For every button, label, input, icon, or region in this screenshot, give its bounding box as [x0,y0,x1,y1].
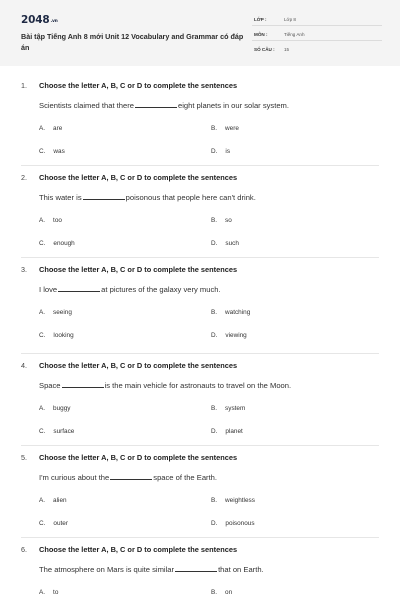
option-text: poisonous [225,520,255,527]
question-divider [21,445,379,446]
question-instruction: Choose the letter A, B, C or D to complete the sentences [39,173,238,182]
option-text: alien [53,497,67,504]
answer-blank [110,473,152,480]
sentence-end: space of the Earth. [153,473,218,482]
option-text: to [53,589,59,596]
question-instruction: Choose the letter A, B, C or D to complete the sentences [39,453,238,462]
option-text: is [225,148,231,155]
option-letter: D. [211,240,218,247]
option-letter: B. [211,589,218,596]
meta-row-subject [252,28,382,41]
option-d[interactable] [211,520,255,527]
question-instruction: Choose the letter A, B, C or D to complete the sentences [39,265,238,274]
option-letter: A. [39,217,46,224]
option-letter: C. [39,520,46,527]
option-d[interactable] [211,332,247,339]
answer-blank [58,285,100,292]
answer-blank [62,381,104,388]
question-instruction: Choose the letter A, B, C or D to complete the sentences [39,361,238,370]
logo-text: 2048 [21,14,50,26]
question-sentence [39,285,221,294]
question-sentence [39,101,289,110]
option-d[interactable] [211,428,243,435]
meta-value: 15 [284,47,290,52]
option-a[interactable] [39,497,67,504]
option-text: outer [53,520,68,527]
option-letter: B. [211,405,218,412]
option-text: on [225,589,233,596]
option-text: system [225,405,246,412]
option-a[interactable] [39,309,72,316]
option-text: weightless [225,497,255,504]
option-letter: C. [39,332,46,339]
question-divider [21,257,379,258]
document-title: Bài tập Tiếng Anh 8 mới Unit 12 Vocabulary and Grammar có đáp án [21,32,244,52]
option-text: enough [53,240,75,247]
option-a[interactable] [39,405,70,412]
option-b[interactable] [211,497,255,504]
answer-blank [175,565,217,572]
sentence-end: that on Earth. [218,565,264,574]
option-letter: C. [39,148,46,155]
option-text: seeing [53,309,72,316]
option-letter: A. [39,309,46,316]
sentence-start: Scientists claimed that there [39,101,134,110]
option-b[interactable] [211,125,239,132]
option-text: so [225,217,232,224]
question-divider [21,165,379,166]
meta-label: LỚP : [254,17,267,22]
option-a[interactable] [39,589,58,596]
question-sentence [39,193,256,202]
answer-blank [83,193,125,200]
option-text: viewing [225,332,247,339]
option-b[interactable] [211,309,250,316]
question-number: 5. [21,453,27,462]
option-text: too [53,217,62,224]
option-letter: A. [39,405,46,412]
option-letter: D. [211,148,218,155]
option-letter: A. [39,589,46,596]
option-letter: B. [211,497,218,504]
logo-suffix: .vn [50,19,58,24]
meta-row-count [252,43,382,56]
option-text: are [53,125,63,132]
question-number: 4. [21,361,27,370]
option-letter: D. [211,520,218,527]
option-d[interactable] [211,240,239,247]
sentence-start: Space [39,381,61,390]
option-d[interactable] [211,148,230,155]
sentence-start: The atmosphere on Mars is quite similar [39,565,175,574]
option-letter: D. [211,428,218,435]
option-text: were [225,125,239,132]
option-text: looking [53,332,74,339]
option-text: watching [225,309,251,316]
option-c[interactable] [39,332,74,339]
question-sentence [39,473,217,482]
option-text: such [225,240,239,247]
option-b[interactable] [211,405,245,412]
option-letter: C. [39,428,46,435]
option-c[interactable] [39,240,75,247]
option-letter: B. [211,125,218,132]
meta-value: Tiếng Anh [284,32,305,37]
meta-row-class [252,13,382,26]
question-number: 1. [21,81,27,90]
option-letter: C. [39,240,46,247]
question-number: 2. [21,173,27,182]
option-letter: A. [39,497,46,504]
sentence-end: eight planets in our solar system. [177,101,289,110]
option-b[interactable] [211,589,232,596]
meta-value: Lớp 8 [284,17,296,22]
option-c[interactable] [39,520,68,527]
option-b[interactable] [211,217,232,224]
option-text: planet [225,428,243,435]
option-text: buggy [53,405,71,412]
question-number: 6. [21,545,27,554]
sentence-start: I'm curious about the [39,473,110,482]
option-letter: D. [211,332,218,339]
sentence-end: at pictures of the galaxy very much. [101,285,221,294]
question-number: 3. [21,265,27,274]
option-letter: A. [39,125,46,132]
document-header [0,0,400,66]
option-c[interactable] [39,428,74,435]
question-instruction: Choose the letter A, B, C or D to complete the sentences [39,81,238,90]
question-instruction: Choose the letter A, B, C or D to complete the sentences [39,545,238,554]
option-c[interactable] [39,148,65,155]
site-logo[interactable] [21,14,58,26]
question-divider [21,537,379,538]
option-a[interactable] [39,217,62,224]
option-a[interactable] [39,125,62,132]
sentence-end: poisonous that people here can't drink. [125,193,256,202]
option-letter: B. [211,217,218,224]
question-sentence [39,381,291,390]
option-letter: B. [211,309,218,316]
sentence-start: This water is [39,193,82,202]
sentence-end: is the main vehicle for astronauts to travel on the Moon. [104,381,292,390]
option-text: surface [53,428,75,435]
question-sentence [39,565,264,574]
option-text: was [53,148,65,155]
answer-blank [135,101,177,108]
question-divider [21,353,379,354]
meta-label: SỐ CÂU : [254,47,275,52]
meta-label: MÔN : [254,32,268,37]
sentence-start: I love [39,285,58,294]
